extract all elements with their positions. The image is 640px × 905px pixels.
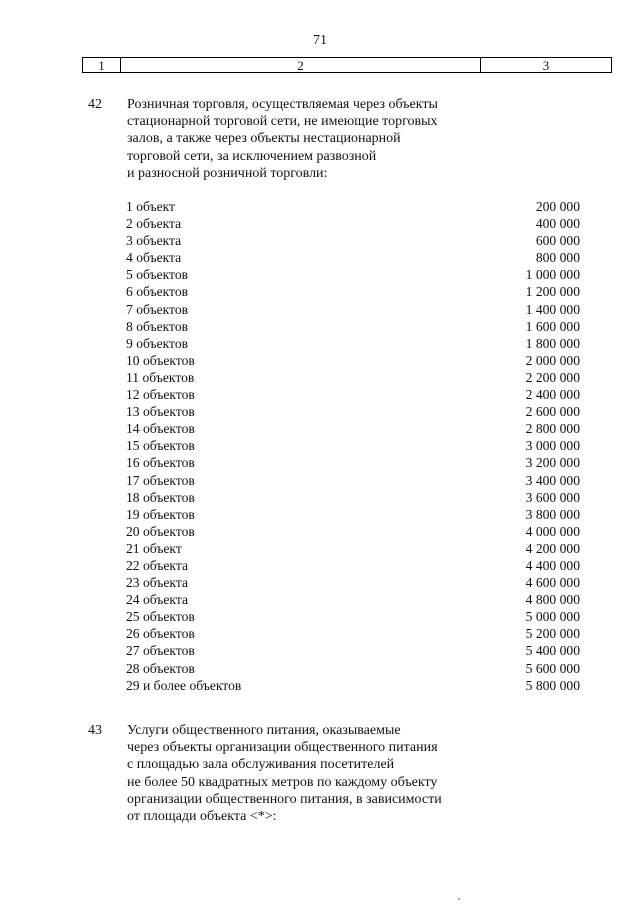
object-count-label: 22 объекта xyxy=(126,557,188,573)
scan-speck xyxy=(458,898,460,900)
object-count-label: 17 объектов xyxy=(126,472,195,488)
list-item xyxy=(126,318,580,335)
object-count-label: 6 объектов xyxy=(126,284,189,300)
list-item xyxy=(126,335,580,352)
rates-list xyxy=(126,198,580,694)
amount-value: 4 000 000 xyxy=(525,523,580,539)
object-count-label: 1 объект xyxy=(126,199,175,214)
list-item xyxy=(126,249,580,266)
object-count-label: 8 объектов xyxy=(126,318,189,334)
item-43-number: 43 xyxy=(88,723,102,738)
amount-value: 5 600 000 xyxy=(525,660,580,676)
table-header xyxy=(82,57,612,73)
list-item xyxy=(126,369,580,386)
amount-value: 1 600 000 xyxy=(525,318,580,334)
object-count-label: 28 объектов xyxy=(126,660,195,676)
object-count-label: 29 и более объектов xyxy=(126,677,242,693)
amount-value: 200 000 xyxy=(535,199,580,214)
list-item xyxy=(126,283,580,300)
item-42-number: 42 xyxy=(88,97,102,112)
object-count-label: 12 объектов xyxy=(126,387,195,403)
list-item xyxy=(126,301,580,318)
object-count-label: 19 объектов xyxy=(126,506,195,522)
item-43-text: Услуги общественного питания, оказываемые через объекты организации общественного питания с площадью зала обслуживания посетителей не более 50 квадратных метров по каждому объекту организации общественного питания, в зависимости от площади объекта <*>: xyxy=(127,723,442,825)
list-item xyxy=(126,574,580,591)
amount-value: 2 400 000 xyxy=(525,387,580,403)
list-item xyxy=(126,420,580,437)
amount-value: 4 800 000 xyxy=(525,592,580,608)
list-item xyxy=(126,625,580,642)
list-item xyxy=(126,472,580,489)
amount-value: 2 000 000 xyxy=(525,352,580,368)
amount-value: 2 600 000 xyxy=(525,404,580,420)
amount-value: 2 200 000 xyxy=(525,369,580,385)
object-count-label: 7 объектов xyxy=(126,301,189,317)
object-count-label: 13 объектов xyxy=(126,404,195,420)
object-count-label: 3 объекта xyxy=(126,233,182,249)
list-item xyxy=(126,591,580,608)
list-item xyxy=(126,352,580,369)
list-item xyxy=(126,386,580,403)
object-count-label: 16 объектов xyxy=(126,455,195,471)
amount-value: 5 000 000 xyxy=(525,609,580,625)
page-number: 71 xyxy=(313,33,327,48)
amount-value: 1 800 000 xyxy=(525,335,580,351)
list-item xyxy=(126,523,580,540)
list-item xyxy=(126,506,580,523)
object-count-label: 21 объект xyxy=(126,540,182,556)
list-item xyxy=(126,215,580,232)
object-count-label: 25 объектов xyxy=(126,609,195,625)
amount-value: 5 400 000 xyxy=(525,643,580,659)
object-count-label: 5 объектов xyxy=(126,267,189,283)
amount-value: 4 200 000 xyxy=(525,540,580,556)
amount-value: 3 600 000 xyxy=(525,489,580,505)
object-count-label: 15 объектов xyxy=(126,438,195,454)
header-col-1: 1 xyxy=(83,58,121,72)
amount-value: 3 000 000 xyxy=(525,438,580,454)
amount-value: 1 200 000 xyxy=(525,284,580,300)
amount-value: 4 400 000 xyxy=(525,557,580,573)
list-item xyxy=(126,540,580,557)
list-item xyxy=(126,198,580,215)
item-42-text: Розничная торговля, осуществляемая через объекты стационарной торговой сети, не имеющие торговых залов, а также через объекты нестационарной торговой сети, за исключением развозной и разносной розничной торговли: xyxy=(127,97,438,181)
object-count-label: 23 объекта xyxy=(126,575,188,591)
header-col-3: 3 xyxy=(542,58,550,73)
object-count-label: 18 объектов xyxy=(126,489,195,505)
list-item xyxy=(126,489,580,506)
object-count-label: 10 объектов xyxy=(126,352,195,368)
list-item xyxy=(126,660,580,677)
object-count-label: 11 объектов xyxy=(126,369,195,385)
list-item xyxy=(126,266,580,283)
amount-value: 1 400 000 xyxy=(525,301,580,317)
object-count-label: 2 объекта xyxy=(126,216,182,232)
amount-value: 3 200 000 xyxy=(525,455,580,471)
amount-value: 2 800 000 xyxy=(525,421,580,437)
amount-value: 3 800 000 xyxy=(525,506,580,522)
amount-value: 800 000 xyxy=(535,250,580,266)
object-count-label: 20 объектов xyxy=(126,523,195,539)
list-item xyxy=(126,232,580,249)
amount-value: 3 400 000 xyxy=(525,472,580,488)
object-count-label: 4 объекта xyxy=(126,250,182,266)
list-item xyxy=(126,608,580,625)
amount-value: 4 600 000 xyxy=(525,575,580,591)
amount-value: 1 000 000 xyxy=(525,267,580,283)
object-count-label: 14 объектов xyxy=(126,421,195,437)
list-item xyxy=(126,557,580,574)
amount-value: 600 000 xyxy=(535,233,580,249)
amount-value: 5 200 000 xyxy=(525,626,580,642)
list-item xyxy=(126,437,580,454)
list-item xyxy=(126,677,580,694)
object-count-label: 24 объекта xyxy=(126,592,188,608)
object-count-label: 9 объектов xyxy=(126,335,189,351)
object-count-label: 26 объектов xyxy=(126,626,195,642)
object-count-label: 27 объектов xyxy=(126,643,195,659)
amount-value: 400 000 xyxy=(535,216,580,232)
list-item xyxy=(126,642,580,659)
list-item xyxy=(126,454,580,471)
list-item xyxy=(126,403,580,420)
header-col-2: 2 xyxy=(121,58,481,72)
amount-value: 5 800 000 xyxy=(525,677,580,693)
